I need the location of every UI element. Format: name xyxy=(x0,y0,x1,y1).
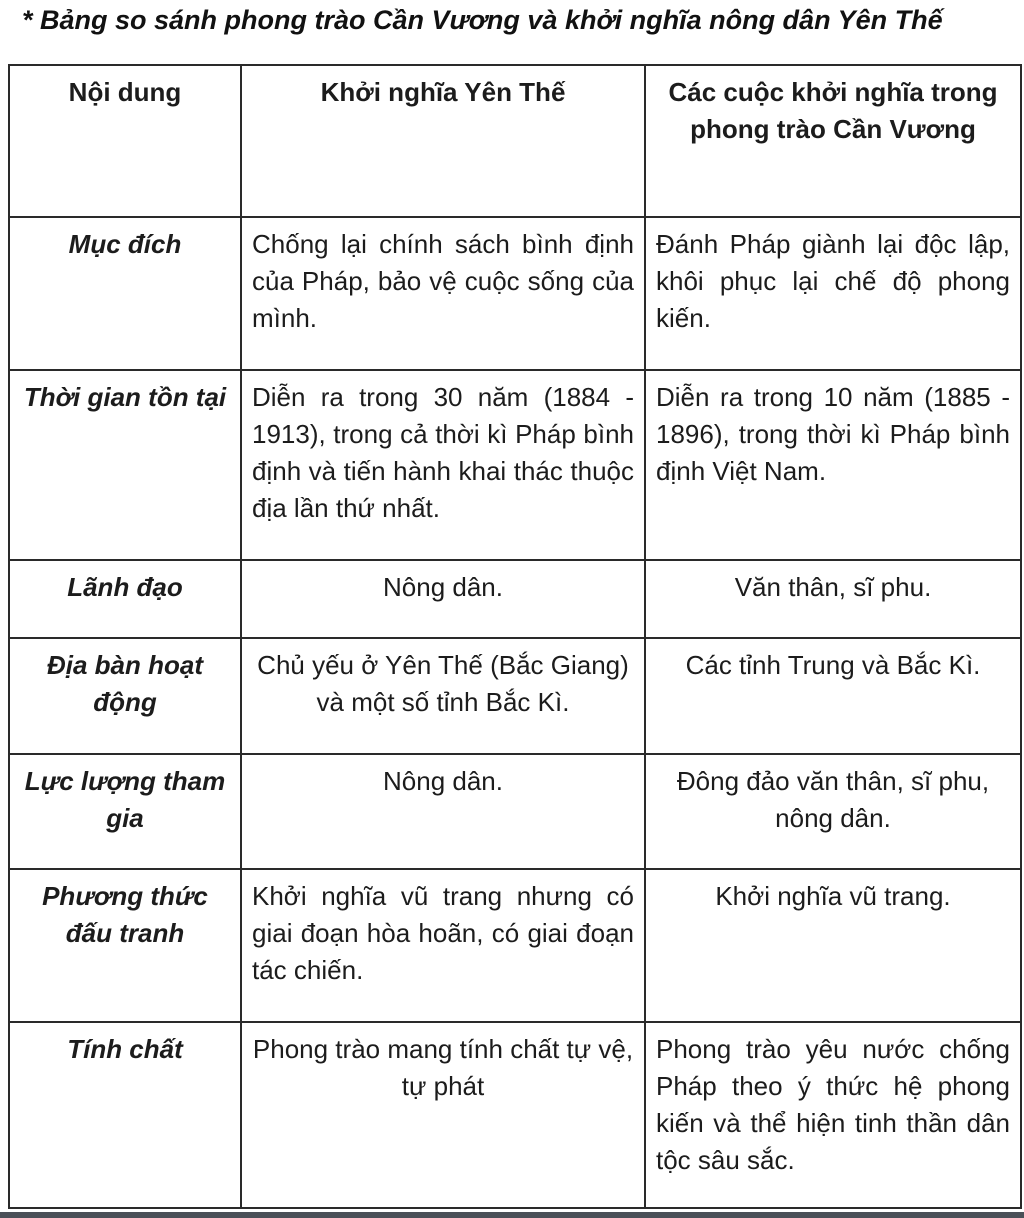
cell-can-vuong: Diễn ra trong 10 năm (1885 - 1896), trong thời kì Pháp bình định Việt Nam. xyxy=(645,370,1021,560)
row-thoi-gian xyxy=(9,370,1021,560)
page-title: * Bảng so sánh phong trào Cần Vương và khởi nghĩa nông dân Yên Thế xyxy=(22,5,943,35)
row-tinh-chat xyxy=(9,1022,1021,1208)
header-content: Nội dung xyxy=(9,65,241,217)
cell-can-vuong: Văn thân, sĩ phu. xyxy=(645,560,1021,638)
cell-yen-the: Phong trào mang tính chất tự vệ, tự phát xyxy=(241,1022,645,1208)
cell-yen-the: Chủ yếu ở Yên Thế (Bắc Giang) và một số tỉnh Bắc Kì. xyxy=(241,638,645,754)
row-label: Lãnh đạo xyxy=(9,560,241,638)
row-label: Thời gian tồn tại xyxy=(9,370,241,560)
cell-can-vuong: Các tỉnh Trung và Bắc Kì. xyxy=(645,638,1021,754)
header-yen-the: Khởi nghĩa Yên Thế xyxy=(241,65,645,217)
row-label: Địa bàn hoạt động xyxy=(9,638,241,754)
row-muc-dich xyxy=(9,217,1021,370)
header-row xyxy=(9,65,1021,217)
row-label: Phương thức đấu tranh xyxy=(9,869,241,1022)
cell-can-vuong: Khởi nghĩa vũ trang. xyxy=(645,869,1021,1022)
header-can-vuong: Các cuộc khởi nghĩa trong phong trào Cần Vương xyxy=(645,65,1021,217)
cell-yen-the: Nông dân. xyxy=(241,754,645,869)
cell-can-vuong: Đánh Pháp giành lại độc lập, khôi phục lại chế độ phong kiến. xyxy=(645,217,1021,370)
cell-can-vuong: Đông đảo văn thân, sĩ phu, nông dân. xyxy=(645,754,1021,869)
cell-yen-the: Khởi nghĩa vũ trang nhưng có giai đoạn hòa hoãn, có giai đoạn tác chiến. xyxy=(241,869,645,1022)
cell-can-vuong: Phong trào yêu nước chống Pháp theo ý thức hệ phong kiến và thể hiện tinh thần dân tộc sâu sắc. xyxy=(645,1022,1021,1208)
row-lanh-dao xyxy=(9,560,1021,638)
comparison-table xyxy=(8,64,1022,1209)
row-label: Lực lượng tham gia xyxy=(9,754,241,869)
cell-yen-the: Diễn ra trong 30 năm (1884 - 1913), trong cả thời kì Pháp bình định và tiến hành khai thác thuộc địa lần thứ nhất. xyxy=(241,370,645,560)
row-luc-luong xyxy=(9,754,1021,869)
bottom-divider xyxy=(0,1212,1024,1218)
row-label: Tính chất xyxy=(9,1022,241,1208)
cell-yen-the: Chống lại chính sách bình định của Pháp, bảo vệ cuộc sống của mình. xyxy=(241,217,645,370)
cell-yen-the: Nông dân. xyxy=(241,560,645,638)
row-label: Mục đích xyxy=(9,217,241,370)
row-phuong-thuc xyxy=(9,869,1021,1022)
row-dia-ban xyxy=(9,638,1021,754)
